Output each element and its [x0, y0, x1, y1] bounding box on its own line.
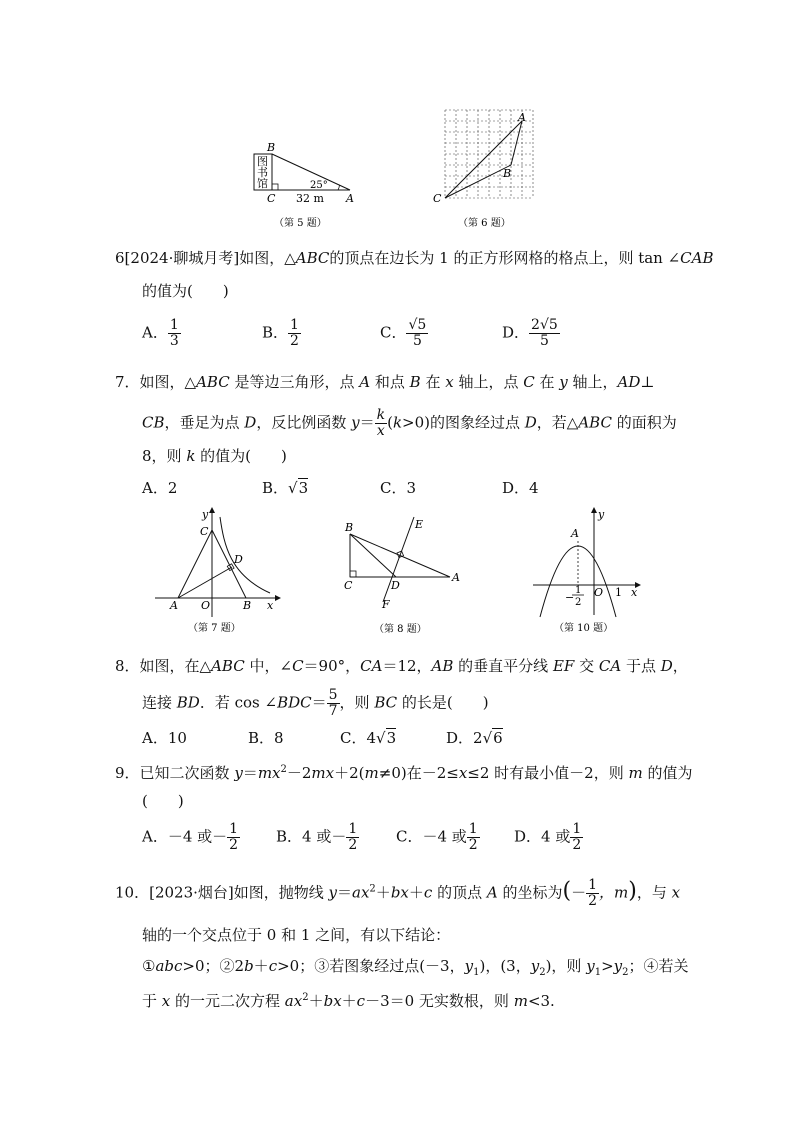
fraction	[288, 318, 301, 349]
subscript: 2	[622, 967, 629, 978]
label-x: x	[631, 586, 638, 599]
denominator: 2	[290, 333, 299, 349]
t: ；④若关	[628, 957, 689, 975]
t: ≠0)在－2≤	[378, 764, 459, 782]
t: ＝90°，	[303, 657, 361, 675]
t: 在	[534, 373, 560, 391]
q6-angle: ∠CAB	[667, 249, 714, 267]
t: 于	[142, 992, 162, 1010]
t: (	[387, 413, 393, 432]
option-label: B．4 或－	[276, 827, 347, 846]
t: BDC	[277, 693, 312, 712]
q9-line2	[142, 791, 184, 811]
denominator: 3	[169, 333, 179, 349]
q6-option-d[interactable]	[502, 318, 560, 349]
option-label: B．	[262, 323, 289, 342]
figure-7	[150, 505, 285, 640]
q7-line3	[142, 446, 287, 466]
t: ＝	[359, 413, 375, 432]
caption-10: （第 10 题）	[554, 623, 614, 634]
t: ＝	[242, 764, 258, 782]
t: )，则	[545, 957, 587, 975]
t: ＝	[311, 693, 327, 712]
t: y	[328, 883, 337, 902]
q9-option-d[interactable]	[514, 822, 583, 853]
option-label: C．	[380, 323, 407, 342]
subscript: 1	[594, 967, 602, 978]
label-distance: 32 m	[296, 192, 324, 205]
t: )，(3，	[479, 957, 531, 975]
q6-option-c[interactable]	[380, 318, 428, 349]
t: CA	[360, 657, 383, 675]
t: AB	[431, 657, 454, 675]
t: ，若△	[536, 413, 579, 432]
q6-option-b[interactable]	[262, 318, 301, 349]
t: C	[292, 657, 304, 675]
y-axis-arrow	[209, 507, 215, 513]
t: y	[464, 957, 474, 975]
fraction	[375, 408, 387, 439]
denominator: x	[376, 423, 385, 439]
label-B: B	[243, 599, 252, 612]
t: >0；②2	[182, 957, 245, 975]
label-B: B	[503, 167, 512, 180]
t: ．若 cos ∠	[199, 693, 278, 712]
option-label: A．	[142, 323, 168, 342]
t: ，	[672, 657, 688, 675]
fraction	[346, 822, 359, 853]
t: ，垂足为点	[164, 413, 245, 432]
fraction	[586, 878, 599, 909]
option-label: D．4 或	[514, 827, 571, 846]
numerator: 1	[348, 821, 358, 837]
radicand: 3	[386, 729, 397, 747]
t: C	[523, 373, 535, 391]
building-char-2: 书	[257, 166, 268, 179]
q8-line2	[142, 688, 489, 719]
t: －2	[286, 764, 312, 782]
option-text: C．4	[340, 729, 377, 747]
denominator: 2	[348, 837, 358, 853]
caption-8: （第 8 题）	[374, 624, 427, 635]
figure-8	[338, 512, 473, 640]
t: ①	[142, 957, 156, 975]
t: k	[186, 447, 196, 465]
q9-option-a[interactable]	[142, 822, 240, 853]
denominator: 5	[412, 333, 422, 349]
option-text: A．10	[142, 729, 187, 747]
q6-triangle: △ABC	[284, 249, 330, 267]
caption-7: （第 7 题）	[188, 623, 241, 634]
q9-option-c[interactable]	[396, 822, 480, 853]
t: 9．已知二次函数	[115, 764, 235, 782]
t: D	[660, 657, 673, 675]
building-char-3: 馆	[257, 177, 268, 190]
t: m	[628, 764, 643, 782]
paren-open: (	[562, 878, 572, 904]
label-half-den: 2	[575, 597, 582, 608]
q9-line1	[115, 760, 693, 783]
fraction	[227, 822, 240, 853]
t: ＝	[337, 883, 353, 902]
numerator: 1	[169, 317, 179, 333]
numerator: 5	[328, 687, 338, 703]
label-angle: 25°	[310, 180, 328, 191]
option-label: D．	[502, 323, 530, 342]
label-A: A	[452, 571, 460, 584]
t: abc	[155, 957, 183, 975]
denominator: 5	[539, 333, 549, 349]
label-E: E	[415, 518, 424, 531]
t: 轴上，	[567, 373, 618, 391]
t: ＋	[341, 992, 357, 1010]
fraction	[570, 822, 583, 853]
t: ＋	[375, 883, 391, 902]
exponent: 2	[369, 883, 376, 895]
t: 的长是( )	[397, 693, 489, 712]
fraction	[406, 318, 428, 349]
label-x: x	[267, 599, 274, 612]
radicand: 3	[298, 479, 309, 497]
t: A	[359, 373, 371, 391]
q6-option-a[interactable]	[142, 318, 181, 349]
building-char-1: 图	[257, 155, 268, 168]
q7-option-c[interactable]	[380, 478, 416, 498]
t: x	[445, 373, 454, 391]
t: mx	[311, 764, 335, 782]
fraction	[168, 318, 181, 349]
fraction	[327, 688, 340, 719]
label-F: F	[382, 598, 390, 611]
t: y	[559, 373, 568, 391]
right-angle-c	[350, 571, 356, 577]
q6-prompt: 的值为( )	[142, 282, 229, 300]
t: D	[524, 413, 537, 432]
numerator: 1	[572, 821, 582, 837]
t: ，m	[599, 883, 629, 902]
t: B	[409, 373, 421, 391]
option-text: D．2	[446, 729, 483, 747]
angle-arc	[338, 185, 340, 190]
t: x	[161, 992, 171, 1010]
option-text: C．3	[380, 479, 417, 497]
t: CB	[142, 413, 165, 432]
q7-line1	[115, 372, 655, 392]
t: x	[671, 883, 681, 902]
t: c	[356, 992, 366, 1010]
t: c	[423, 883, 433, 902]
t: 交	[574, 657, 599, 675]
t: c	[268, 957, 278, 975]
t: 于点	[621, 657, 661, 675]
label-D: D	[234, 553, 243, 566]
label-C: C	[267, 192, 276, 205]
t: 轴上，点	[453, 373, 524, 391]
q8-option-d[interactable]: D．2√6	[446, 729, 503, 747]
denominator: 2	[588, 893, 597, 909]
label-half-num: 1	[575, 585, 582, 596]
t: y	[586, 957, 595, 975]
label-D: D	[391, 579, 400, 592]
t: k	[392, 413, 403, 432]
t: ，则	[339, 693, 375, 712]
label-y: y	[202, 508, 209, 521]
t: ，与	[636, 883, 672, 902]
numerator: 1	[468, 821, 478, 837]
q8-option-a[interactable]	[142, 728, 187, 748]
label-B: B	[345, 521, 354, 534]
t: x	[458, 764, 468, 782]
label-A: A	[518, 111, 526, 124]
t: ax	[352, 883, 370, 902]
t: D	[244, 413, 257, 432]
t: ＝12，	[382, 657, 432, 675]
t: 的坐标为	[497, 883, 563, 902]
numerator: √5	[408, 317, 427, 333]
option-text: D．4	[502, 479, 539, 497]
t: ⊥	[640, 373, 655, 391]
t: 是等边三角形，点	[229, 373, 360, 391]
t: △ABC	[184, 373, 230, 391]
fraction	[529, 318, 560, 349]
t: bx	[323, 992, 342, 1010]
numerator: 2√5	[531, 317, 558, 333]
t: 在	[420, 373, 446, 391]
t: <3.	[527, 992, 555, 1010]
t: b	[244, 957, 254, 975]
q6-text: 的顶点在边长为 1 的正方形网格的格点上，则 tan	[329, 249, 668, 267]
subscript: 2	[539, 967, 546, 978]
q7-option-d[interactable]	[502, 478, 539, 498]
q7-option-b[interactable]: B．√3	[262, 479, 309, 497]
numerator: k	[376, 407, 386, 423]
exponent: 2	[280, 764, 287, 775]
label-O: O	[594, 586, 604, 599]
t: 7．如图，	[115, 373, 185, 391]
t: >0；③若图象经过点(－3，	[277, 957, 465, 975]
numerator: 1	[290, 317, 299, 333]
option-text: B．8	[248, 729, 284, 747]
t: ABC	[578, 413, 612, 432]
label-y: y	[598, 508, 605, 521]
t: ＋2(	[334, 764, 365, 782]
t: 8．如图，在△	[115, 657, 212, 675]
subscript: 1	[473, 967, 480, 978]
y-axis-arrow	[591, 507, 597, 513]
t: －3＝0 无实数根，则	[365, 992, 514, 1010]
option-text: A．2	[142, 479, 178, 497]
q10-line2	[142, 925, 450, 945]
label-O: O	[201, 599, 211, 612]
radicand: 6	[493, 729, 503, 747]
t: y	[234, 764, 243, 782]
t: 的顶点	[432, 883, 487, 902]
t: 的垂直平分线	[453, 657, 553, 675]
label-C: C	[344, 579, 353, 592]
t: 的面积为	[611, 413, 677, 432]
x-axis-arrow	[275, 595, 281, 601]
q9-option-b[interactable]	[276, 822, 359, 853]
t: ax	[284, 992, 303, 1010]
label-C: C	[200, 525, 209, 538]
option-label: A．－4 或－	[142, 827, 228, 846]
t: A	[486, 883, 498, 902]
label-A: A	[346, 192, 354, 205]
q6-line1	[115, 248, 714, 268]
t: 中，∠	[244, 657, 293, 675]
q6-prefix: [2024·聊城月考]如图，	[124, 249, 285, 267]
numerator: 1	[588, 877, 597, 893]
label-one: 1	[615, 586, 622, 599]
t: －	[571, 883, 587, 902]
label-minus: −	[565, 591, 575, 604]
denominator: 2	[572, 837, 582, 853]
t: y	[530, 957, 540, 975]
q7-option-a[interactable]	[142, 478, 177, 498]
q10-line1	[115, 878, 680, 909]
denominator: 2	[468, 837, 478, 853]
label-C: C	[433, 192, 442, 205]
q8-option-b[interactable]	[248, 728, 284, 748]
fraction	[467, 822, 480, 853]
t: EF	[552, 657, 575, 675]
caption-6: （第 6 题）	[458, 218, 511, 229]
figure-6	[430, 104, 550, 234]
t: ，反比例函数	[256, 413, 352, 432]
caption-5: （第 5 题）	[274, 218, 327, 229]
q6-number: 6	[115, 249, 125, 267]
t: 8，则	[142, 447, 187, 465]
t: m	[513, 992, 528, 1010]
t: 连接	[142, 693, 177, 712]
t: CA	[598, 657, 622, 675]
q8-option-c[interactable]: C．4√3	[340, 729, 397, 747]
q7-line2	[142, 408, 677, 439]
t: mx	[257, 764, 281, 782]
option-label: C．－4 或	[396, 827, 467, 846]
hyperbola	[220, 517, 270, 593]
q10-line4	[142, 988, 555, 1011]
t: m	[364, 764, 379, 782]
t: BD	[176, 693, 200, 712]
t: bx	[390, 883, 409, 902]
t: 的一元二次方程	[170, 992, 285, 1010]
paren-close: )	[628, 878, 637, 904]
t: ＋	[408, 883, 424, 902]
t: 的值为	[642, 764, 693, 782]
t: ABC	[211, 657, 245, 675]
t: y	[351, 413, 360, 432]
t: 的值为( )	[195, 447, 287, 465]
denominator: 2	[229, 837, 239, 853]
label-A: A	[571, 527, 579, 540]
q10-line3	[142, 956, 689, 983]
t: >0)的图象经过点	[402, 413, 525, 432]
q6-line2	[142, 281, 229, 301]
numerator: 1	[229, 821, 239, 837]
figure-5	[240, 138, 370, 238]
t: ＋	[253, 957, 269, 975]
denominator: 7	[328, 703, 338, 719]
label-A: A	[170, 599, 178, 612]
option-text: B．	[262, 479, 289, 497]
t: BC	[374, 693, 398, 712]
t: 轴的一个交点位于 0 和 1 之间，有以下结论：	[142, 926, 451, 944]
t: ＋	[308, 992, 324, 1010]
triangle-abc	[445, 121, 522, 198]
exponent: 2	[302, 992, 309, 1003]
right-angle-mark	[272, 184, 278, 190]
t: 10．[2023·烟台]如图，抛物线	[115, 883, 329, 902]
q9-prompt: ( )	[142, 792, 184, 810]
label-B: B	[267, 141, 276, 154]
q8-line1	[115, 656, 688, 676]
t: 和点	[370, 373, 410, 391]
figure-10	[530, 505, 650, 640]
t: ≤2 时有最小值－2，则	[467, 764, 629, 782]
t: AD	[617, 373, 641, 391]
t: >	[601, 957, 614, 975]
t: y	[613, 957, 623, 975]
